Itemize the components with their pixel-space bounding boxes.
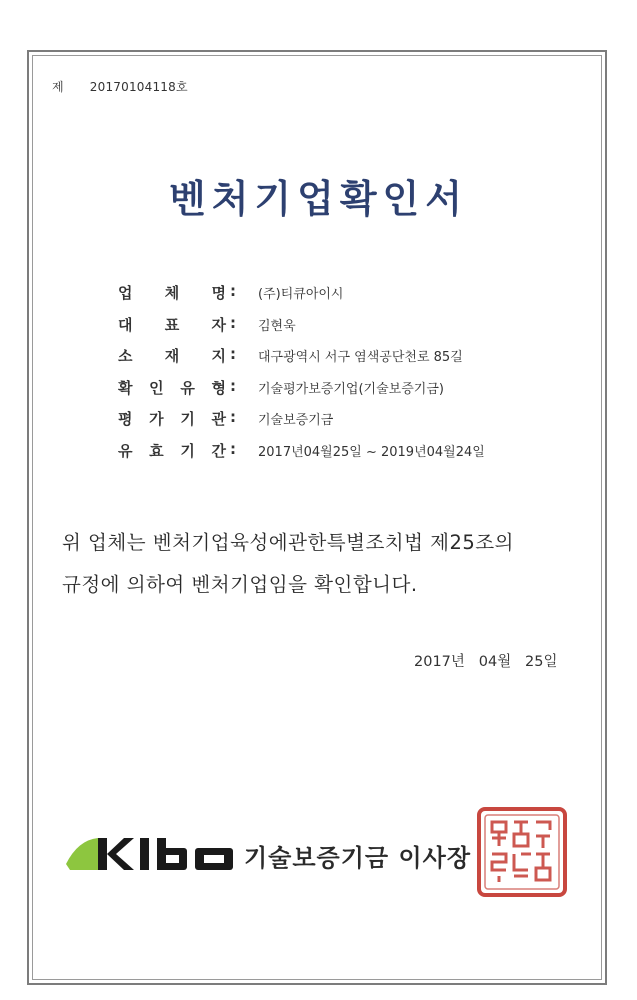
info-key (118, 314, 226, 335)
certification-statement (62, 522, 592, 606)
statement-line-1: 위 업체는 벤처기업육성에관한특별조치법 제25조의 (62, 531, 514, 554)
info-value-company: (주)티큐아이시 (258, 287, 344, 302)
info-value-evaluation-agency: 기술보증기금 (258, 413, 334, 429)
key-char: 체 (164, 284, 180, 302)
key-char: 지 (211, 347, 226, 366)
key-char: 인 (149, 378, 164, 397)
key-char: 대 (118, 315, 133, 334)
certificate-title: 벤처기업확인서 (169, 177, 468, 221)
key-char: 효 (149, 441, 164, 460)
key-char: 가 (149, 410, 164, 429)
issue-month: 04 (478, 654, 498, 670)
statement-line-2: 규정에 의하여 벤처기업임을 확인합니다. (62, 573, 418, 596)
info-key (118, 345, 226, 366)
key-char: 관 (211, 410, 226, 429)
info-colon: : (230, 345, 236, 364)
info-value-validity-period: 2017년04월25일 ~ 2019년04월24일 (258, 444, 485, 460)
info-colon: : (230, 439, 236, 458)
issue-year-unit: 년 (450, 654, 465, 670)
info-colon: : (230, 282, 236, 300)
certificate-number (52, 78, 188, 95)
issuer-name: 기술보증기금 이사장 (244, 844, 472, 872)
key-char: 유 (180, 378, 195, 397)
info-colon: : (230, 313, 236, 332)
key-char: 소 (118, 347, 133, 366)
key-char: 유 (118, 441, 133, 460)
info-colon: : (230, 408, 236, 427)
key-char: 기 (180, 410, 195, 429)
issue-day-unit: 일 (543, 654, 558, 670)
info-key (118, 408, 226, 429)
key-char: 확 (118, 378, 133, 397)
certificate-number-label: 제 (52, 80, 64, 94)
kibo-logo-icon (64, 834, 236, 872)
info-key (118, 282, 226, 303)
issue-year: 2017 (414, 654, 451, 670)
info-key (118, 440, 226, 461)
info-value-representative: 김현욱 (258, 318, 296, 334)
issue-day: 25 (525, 654, 544, 670)
official-seal-icon (476, 806, 568, 898)
info-value-confirmation-type: 기술평가보증기업(기술보증기금) (258, 381, 444, 397)
issue-date (414, 650, 558, 671)
key-char: 명 (211, 284, 226, 302)
key-char: 업 (118, 284, 133, 302)
info-value-address: 대구광역시 서구 염색공단천로 85길 (258, 350, 463, 366)
key-char: 평 (118, 410, 133, 429)
issue-month-unit: 월 (497, 654, 512, 670)
key-char: 형 (211, 378, 226, 397)
key-char: 표 (164, 315, 180, 334)
key-char: 재 (164, 347, 180, 366)
key-char: 자 (211, 315, 226, 334)
info-key (118, 377, 226, 398)
key-char: 간 (211, 441, 226, 460)
info-colon: : (230, 376, 236, 395)
certificate-number-value: 20170104118호 (89, 80, 188, 94)
key-char: 기 (180, 441, 195, 460)
